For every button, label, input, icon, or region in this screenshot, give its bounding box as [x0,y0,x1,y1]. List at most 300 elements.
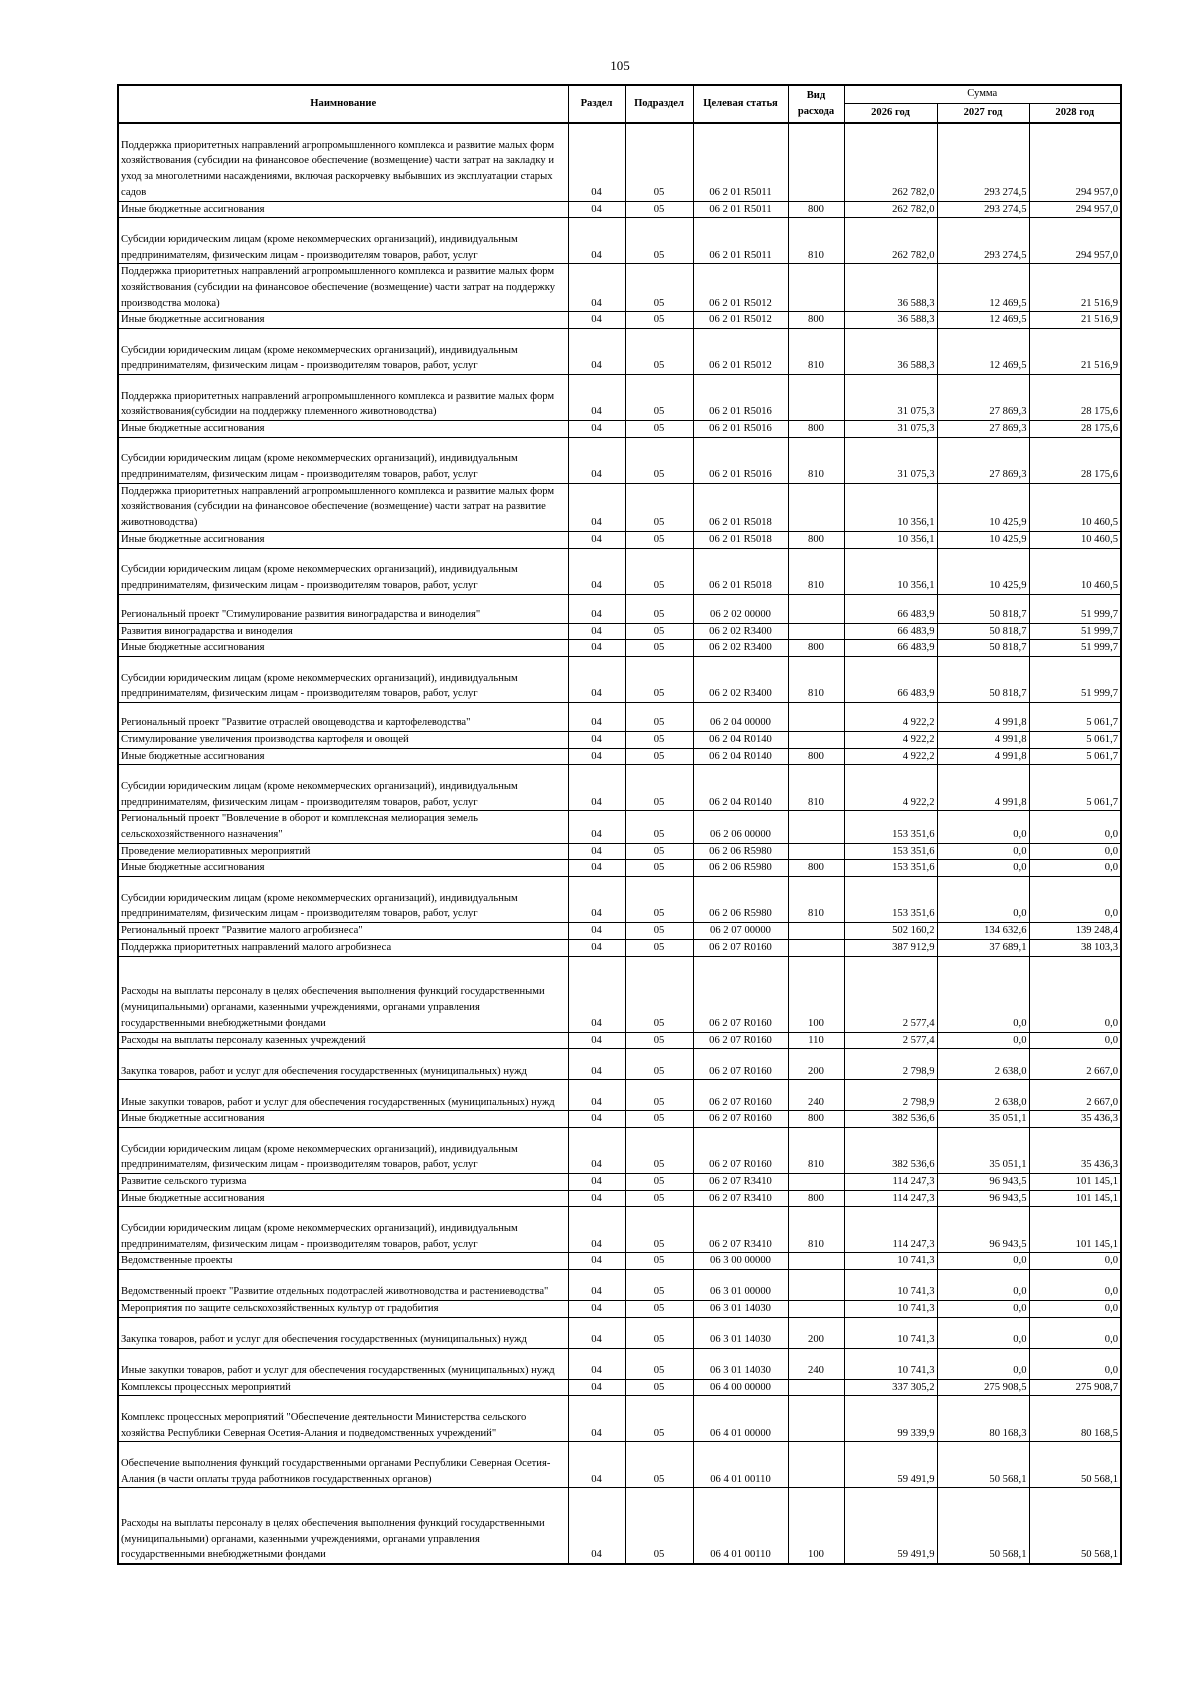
cell-cs: 06 2 02 R3400 [693,623,788,640]
cell-y3: 80 168,5 [1029,1396,1121,1442]
cell-r: 04 [568,877,625,923]
cell-name: Стимулирование увеличения производства картофеля и овощей [118,731,568,748]
cell-y3: 28 175,6 [1029,375,1121,421]
cell-cs: 06 2 01 R5012 [693,312,788,329]
cell-r: 04 [568,1348,625,1379]
table-row [118,1270,1121,1301]
cell-r: 04 [568,1207,625,1253]
table-row [118,1127,1121,1173]
cell-y2: 50 818,7 [937,640,1029,657]
cell-y2: 0,0 [937,1301,1029,1318]
cell-p: 05 [625,1396,693,1442]
cell-cs: 06 2 01 R5016 [693,375,788,421]
cell-y3: 10 460,5 [1029,548,1121,594]
cell-y2: 96 943,5 [937,1190,1029,1207]
cell-y1: 2 798,9 [844,1080,937,1111]
cell-y3: 21 516,9 [1029,312,1121,329]
cell-y3: 51 999,7 [1029,623,1121,640]
cell-vr: 800 [788,201,844,218]
table-row [118,939,1121,956]
cell-vr [788,731,844,748]
cell-y1: 10 356,1 [844,483,937,531]
cell-y2: 50 568,1 [937,1442,1029,1488]
cell-vr [788,1396,844,1442]
cell-name: Иные бюджетные ассигнования [118,640,568,657]
cell-cs: 06 2 07 00000 [693,923,788,940]
cell-y3: 10 460,5 [1029,483,1121,531]
cell-y2: 37 689,1 [937,939,1029,956]
cell-p: 05 [625,1032,693,1049]
cell-p: 05 [625,437,693,483]
table-row [118,956,1121,1032]
cell-p: 05 [625,375,693,421]
cell-vr [788,1442,844,1488]
cell-y2: 293 274,5 [937,123,1029,201]
table-row [118,483,1121,531]
table-row [118,1488,1121,1564]
cell-cs: 06 2 01 R5018 [693,531,788,548]
cell-y2: 0,0 [937,811,1029,843]
cell-name: Расходы на выплаты персоналу в целях обеспечения выполнения функций государственными (муниципальными) органами, казенными учреждениями, органами управления государственными внебюджетными фондами [118,956,568,1032]
cell-y2: 293 274,5 [937,218,1029,264]
cell-y3: 101 145,1 [1029,1207,1121,1253]
cell-y3: 51 999,7 [1029,640,1121,657]
cell-name: Закупка товаров, работ и услуг для обеспечения государственных (муниципальных) нужд [118,1049,568,1080]
table-row [118,218,1121,264]
table-row [118,375,1121,421]
cell-name: Субсидии юридическим лицам (кроме некоммерческих организаций), индивидуальным предпринимателям, физическим лицам - производителям товаров, работ, услуг [118,1127,568,1173]
table-row [118,623,1121,640]
cell-cs: 06 2 07 R0160 [693,956,788,1032]
cell-y1: 59 491,9 [844,1442,937,1488]
table-header [118,85,1121,123]
cell-name: Развитие сельского туризма [118,1173,568,1190]
cell-p: 05 [625,1253,693,1270]
cell-p: 05 [625,748,693,765]
cell-vr: 200 [788,1317,844,1348]
cell-y2: 12 469,5 [937,329,1029,375]
cell-y1: 10 741,3 [844,1348,937,1379]
cell-y1: 2 577,4 [844,956,937,1032]
table-row [118,1049,1121,1080]
cell-y3: 5 061,7 [1029,731,1121,748]
cell-r: 04 [568,218,625,264]
cell-vr: 810 [788,437,844,483]
cell-cs: 06 4 01 00110 [693,1488,788,1564]
cell-y3: 10 460,5 [1029,531,1121,548]
cell-vr [788,264,844,312]
cell-vr: 800 [788,748,844,765]
cell-y2: 50 818,7 [937,656,1029,702]
cell-cs: 06 2 06 R5980 [693,860,788,877]
header-tselevaya-statya: Целевая статья [693,85,788,123]
cell-cs: 06 2 07 R0160 [693,1111,788,1128]
cell-y2: 0,0 [937,860,1029,877]
table-row [118,1111,1121,1128]
cell-cs: 06 2 07 R0160 [693,1080,788,1111]
table-body [118,123,1121,1564]
cell-name: Поддержка приоритетных направлений малого агробизнеса [118,939,568,956]
cell-r: 04 [568,843,625,860]
cell-r: 04 [568,640,625,657]
cell-cs: 06 2 07 R3410 [693,1173,788,1190]
cell-name: Комплекс процессных мероприятий "Обеспечение деятельности Министерства сельского хозяйства Республики Северная Осетия-Алания и подведомственных учреждений" [118,1396,568,1442]
cell-cs: 06 2 02 R3400 [693,640,788,657]
cell-y3: 35 436,3 [1029,1127,1121,1173]
cell-vr: 100 [788,1488,844,1564]
cell-y3: 0,0 [1029,1270,1121,1301]
header-podrazdel: Подраздел [625,85,693,123]
cell-name: Субсидии юридическим лицам (кроме некоммерческих организаций), индивидуальным предпринимателям, физическим лицам - производителям товаров, работ, услуг [118,656,568,702]
table-row [118,1379,1121,1396]
cell-y3: 294 957,0 [1029,218,1121,264]
cell-y3: 21 516,9 [1029,329,1121,375]
cell-cs: 06 3 01 00000 [693,1270,788,1301]
cell-y2: 2 638,0 [937,1049,1029,1080]
page-number: 105 [610,58,630,73]
cell-name: Поддержка приоритетных направлений агропромышленного комплекса и развитие малых форм хозяйствования (субсидии на финансовое обеспечение (возмещение) части затрат на закладку и уход за многолетними насаждениями, включая раскорчевку выбывших из эксплуатации старых садов [118,123,568,201]
cell-cs: 06 2 04 00000 [693,702,788,731]
cell-y1: 337 305,2 [844,1379,937,1396]
cell-y3: 50 568,1 [1029,1488,1121,1564]
cell-y2: 96 943,5 [937,1207,1029,1253]
header-year-2027: 2027 год [937,103,1029,123]
cell-y1: 382 536,6 [844,1127,937,1173]
cell-y1: 387 912,9 [844,939,937,956]
cell-p: 05 [625,1301,693,1318]
cell-name: Субсидии юридическим лицам (кроме некоммерческих организаций), индивидуальным предпринимателям, физическим лицам - производителям товаров, работ, услуг [118,218,568,264]
cell-cs: 06 2 01 R5011 [693,201,788,218]
header-year-2026: 2026 год [844,103,937,123]
cell-y3: 5 061,7 [1029,702,1121,731]
cell-y2: 12 469,5 [937,264,1029,312]
cell-r: 04 [568,437,625,483]
cell-name: Ведомственные проекты [118,1253,568,1270]
cell-y1: 59 491,9 [844,1488,937,1564]
cell-y1: 4 922,2 [844,765,937,811]
table-row [118,1253,1121,1270]
cell-y3: 0,0 [1029,956,1121,1032]
cell-r: 04 [568,1190,625,1207]
cell-cs: 06 2 07 R3410 [693,1190,788,1207]
cell-p: 05 [625,1270,693,1301]
cell-y1: 36 588,3 [844,312,937,329]
table-row [118,640,1121,657]
cell-p: 05 [625,1488,693,1564]
cell-r: 04 [568,860,625,877]
cell-cs: 06 4 00 00000 [693,1379,788,1396]
cell-name: Региональный проект "Стимулирование развития виноградарства и виноделия" [118,594,568,623]
cell-name: Закупка товаров, работ и услуг для обеспечения государственных (муниципальных) нужд [118,1317,568,1348]
cell-p: 05 [625,939,693,956]
cell-cs: 06 2 01 R5016 [693,437,788,483]
cell-cs: 06 2 06 R5980 [693,843,788,860]
cell-p: 05 [625,123,693,201]
cell-cs: 06 2 04 R0140 [693,765,788,811]
cell-p: 05 [625,548,693,594]
table-row [118,748,1121,765]
cell-y3: 5 061,7 [1029,748,1121,765]
cell-vr: 810 [788,1127,844,1173]
cell-cs: 06 2 07 R0160 [693,939,788,956]
cell-y1: 36 588,3 [844,264,937,312]
cell-y1: 10 741,3 [844,1301,937,1318]
cell-r: 04 [568,731,625,748]
cell-p: 05 [625,218,693,264]
header-summa: Сумма [844,85,1121,103]
cell-cs: 06 2 06 00000 [693,811,788,843]
cell-cs: 06 2 01 R5016 [693,421,788,438]
cell-y3: 0,0 [1029,1317,1121,1348]
cell-y1: 382 536,6 [844,1111,937,1128]
table-row [118,123,1121,201]
cell-vr: 800 [788,421,844,438]
cell-y1: 31 075,3 [844,375,937,421]
cell-p: 05 [625,731,693,748]
cell-y1: 4 922,2 [844,702,937,731]
cell-name: Региональный проект "Развитие отраслей овощеводства и картофелеводства" [118,702,568,731]
cell-y3: 0,0 [1029,1301,1121,1318]
cell-cs: 06 2 01 R5011 [693,218,788,264]
table-row [118,1317,1121,1348]
cell-y3: 2 667,0 [1029,1080,1121,1111]
cell-p: 05 [625,923,693,940]
cell-y1: 153 351,6 [844,843,937,860]
cell-name: Ведомственный проект "Развитие отдельных подотраслей животноводства и растениеводства" [118,1270,568,1301]
cell-vr [788,123,844,201]
cell-cs: 06 2 06 R5980 [693,877,788,923]
cell-vr [788,375,844,421]
cell-r: 04 [568,811,625,843]
cell-vr: 800 [788,312,844,329]
cell-p: 05 [625,1173,693,1190]
table-row [118,1348,1121,1379]
cell-y1: 36 588,3 [844,329,937,375]
cell-vr [788,702,844,731]
cell-y1: 10 741,3 [844,1317,937,1348]
cell-r: 04 [568,375,625,421]
cell-vr: 800 [788,531,844,548]
table-row [118,421,1121,438]
cell-y2: 35 051,1 [937,1127,1029,1173]
cell-y2: 27 869,3 [937,421,1029,438]
cell-y3: 0,0 [1029,1348,1121,1379]
cell-vr: 110 [788,1032,844,1049]
cell-y1: 66 483,9 [844,640,937,657]
cell-y2: 293 274,5 [937,201,1029,218]
table-row [118,264,1121,312]
cell-r: 04 [568,765,625,811]
cell-vr [788,811,844,843]
cell-y2: 35 051,1 [937,1111,1029,1128]
cell-y2: 4 991,8 [937,731,1029,748]
cell-name: Иные закупки товаров, работ и услуг для обеспечения государственных (муниципальных) нужд [118,1348,568,1379]
cell-r: 04 [568,1379,625,1396]
table-row [118,702,1121,731]
cell-y3: 0,0 [1029,1032,1121,1049]
cell-cs: 06 2 04 R0140 [693,748,788,765]
cell-p: 05 [625,702,693,731]
cell-vr [788,594,844,623]
cell-y1: 66 483,9 [844,656,937,702]
cell-cs: 06 4 01 00110 [693,1442,788,1488]
cell-name: Иные бюджетные ассигнования [118,531,568,548]
cell-y3: 294 957,0 [1029,201,1121,218]
cell-name: Субсидии юридическим лицам (кроме некоммерческих организаций), индивидуальным предпринимателям, физическим лицам - производителям товаров, работ, услуг [118,548,568,594]
cell-name: Иные бюджетные ассигнования [118,201,568,218]
cell-y1: 31 075,3 [844,421,937,438]
cell-y2: 4 991,8 [937,765,1029,811]
cell-name: Расходы на выплаты персоналу казенных учреждений [118,1032,568,1049]
cell-name: Проведение мелиоративных мероприятий [118,843,568,860]
cell-y1: 262 782,0 [844,201,937,218]
cell-y1: 99 339,9 [844,1396,937,1442]
cell-p: 05 [625,623,693,640]
cell-vr: 800 [788,860,844,877]
cell-y3: 275 908,7 [1029,1379,1121,1396]
cell-r: 04 [568,1270,625,1301]
cell-vr: 810 [788,548,844,594]
cell-name: Иные бюджетные ассигнования [118,421,568,438]
cell-vr: 200 [788,1049,844,1080]
table-row [118,765,1121,811]
cell-cs: 06 2 07 R0160 [693,1127,788,1173]
table-row [118,1207,1121,1253]
cell-vr: 810 [788,656,844,702]
cell-p: 05 [625,1190,693,1207]
cell-p: 05 [625,1127,693,1173]
table-row [118,329,1121,375]
cell-vr: 800 [788,1190,844,1207]
cell-vr [788,939,844,956]
cell-vr: 810 [788,1207,844,1253]
cell-cs: 06 2 01 R5018 [693,483,788,531]
cell-y1: 66 483,9 [844,623,937,640]
cell-y1: 502 160,2 [844,923,937,940]
cell-y2: 96 943,5 [937,1173,1029,1190]
cell-p: 05 [625,765,693,811]
cell-p: 05 [625,1317,693,1348]
cell-y1: 2 798,9 [844,1049,937,1080]
cell-p: 05 [625,1348,693,1379]
cell-y1: 114 247,3 [844,1190,937,1207]
cell-y2: 10 425,9 [937,483,1029,531]
cell-r: 04 [568,1032,625,1049]
cell-name: Субсидии юридическим лицам (кроме некоммерческих организаций), индивидуальным предпринимателям, физическим лицам - производителям товаров, работ, услуг [118,1207,568,1253]
cell-y2: 27 869,3 [937,375,1029,421]
cell-cs: 06 2 02 00000 [693,594,788,623]
cell-name: Расходы на выплаты персоналу в целях обеспечения выполнения функций государственными (муниципальными) органами, казенными учреждениями, органами управления государственными внебюджетными фондами [118,1488,568,1564]
cell-vr [788,1253,844,1270]
cell-r: 04 [568,201,625,218]
cell-p: 05 [625,1442,693,1488]
cell-y2: 80 168,3 [937,1396,1029,1442]
cell-vr [788,1173,844,1190]
table-row [118,811,1121,843]
cell-y2: 2 638,0 [937,1080,1029,1111]
cell-y1: 31 075,3 [844,437,937,483]
cell-y2: 0,0 [937,1253,1029,1270]
cell-name: Иные закупки товаров, работ и услуг для обеспечения государственных (муниципальных) нужд [118,1080,568,1111]
cell-y2: 0,0 [937,956,1029,1032]
cell-y2: 0,0 [937,1348,1029,1379]
table-row [118,312,1121,329]
header-vid-raskhoda: Вид расхода [788,85,844,123]
cell-r: 04 [568,956,625,1032]
cell-y3: 139 248,4 [1029,923,1121,940]
cell-name: Субсидии юридическим лицам (кроме некоммерческих организаций), индивидуальным предпринимателям, физическим лицам - производителям товаров, работ, услуг [118,437,568,483]
cell-y1: 114 247,3 [844,1173,937,1190]
table-row [118,1080,1121,1111]
cell-y1: 10 356,1 [844,548,937,594]
cell-cs: 06 3 01 14030 [693,1301,788,1318]
cell-vr: 800 [788,640,844,657]
cell-y2: 10 425,9 [937,548,1029,594]
cell-p: 05 [625,1080,693,1111]
cell-y1: 10 741,3 [844,1253,937,1270]
cell-r: 04 [568,264,625,312]
cell-name: Обеспечение выполнения функций государственными органами Республики Северная Осетия-Алания (в части оплаты труда работников государственных органов) [118,1442,568,1488]
cell-y3: 28 175,6 [1029,437,1121,483]
cell-r: 04 [568,939,625,956]
cell-vr: 240 [788,1080,844,1111]
cell-cs: 06 4 01 00000 [693,1396,788,1442]
cell-cs: 06 2 01 R5011 [693,123,788,201]
cell-p: 05 [625,1379,693,1396]
cell-p: 05 [625,956,693,1032]
table-row [118,843,1121,860]
cell-y1: 10 356,1 [844,531,937,548]
table-row [118,548,1121,594]
cell-r: 04 [568,923,625,940]
cell-y3: 101 145,1 [1029,1190,1121,1207]
cell-name: Поддержка приоритетных направлений агропромышленного комплекса и развитие малых форм хозяйствования (субсидии на финансовое обеспечение (возмещение) части затрат на развитие животноводства) [118,483,568,531]
cell-r: 04 [568,531,625,548]
cell-name: Субсидии юридическим лицам (кроме некоммерческих организаций), индивидуальным предпринимателям, физическим лицам - производителям товаров, работ, услуг [118,329,568,375]
cell-p: 05 [625,843,693,860]
cell-y1: 4 922,2 [844,748,937,765]
cell-cs: 06 3 01 14030 [693,1348,788,1379]
cell-r: 04 [568,1488,625,1564]
cell-y2: 275 908,5 [937,1379,1029,1396]
cell-name: Иные бюджетные ассигнования [118,1190,568,1207]
cell-y3: 0,0 [1029,877,1121,923]
header-year-2028: 2028 год [1029,103,1121,123]
cell-y2: 10 425,9 [937,531,1029,548]
cell-p: 05 [625,860,693,877]
table-row [118,1442,1121,1488]
cell-y1: 66 483,9 [844,594,937,623]
cell-y1: 114 247,3 [844,1207,937,1253]
cell-vr [788,923,844,940]
cell-p: 05 [625,640,693,657]
cell-y1: 153 351,6 [844,811,937,843]
cell-y3: 2 667,0 [1029,1049,1121,1080]
cell-cs: 06 3 00 00000 [693,1253,788,1270]
cell-p: 05 [625,811,693,843]
cell-y3: 51 999,7 [1029,656,1121,702]
cell-vr: 810 [788,218,844,264]
cell-name: Иные бюджетные ассигнования [118,748,568,765]
cell-p: 05 [625,1111,693,1128]
cell-vr [788,1270,844,1301]
table-row [118,1396,1121,1442]
cell-y2: 0,0 [937,843,1029,860]
cell-vr: 810 [788,877,844,923]
cell-r: 04 [568,312,625,329]
table-row [118,656,1121,702]
cell-cs: 06 2 01 R5012 [693,264,788,312]
